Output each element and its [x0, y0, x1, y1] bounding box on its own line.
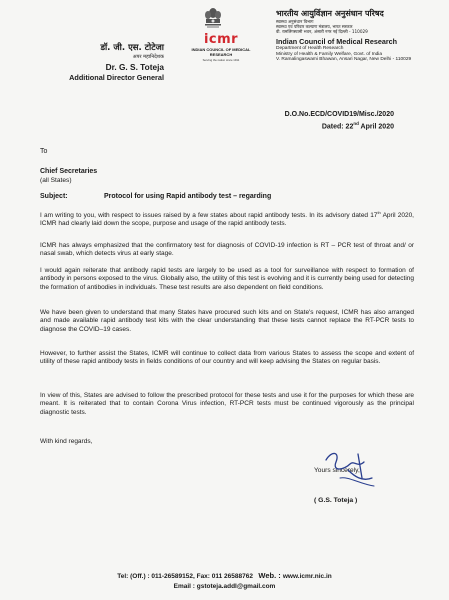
org-line: Department of Health Research [276, 46, 344, 51]
footer-website-link[interactable]: www.icmr.nic.in [282, 573, 332, 580]
sender-designation: Additional Director General [69, 73, 164, 82]
sender-name-hindi: डॉ. जी. एस. टोटेजा [100, 43, 164, 53]
recipient-title: Chief Secretaries [40, 168, 98, 175]
org-hindi-line: स्वास्थ्य अनुसंधान विभाग [276, 19, 314, 24]
logo-subtitle: INDIAN COUNCIL OF MEDICAL RESEARCH [191, 47, 251, 57]
subject-text: Protocol for using Rapid antibody test – regarding [104, 193, 272, 200]
body-paragraph-6: In view of this, States are advised to follow the prescribed protocol for these tests and use it for the purposes for which these are meant. It is reiterated that to contain Corona Virus infection, RT-PCR tests must be continued vigorously as the principal diagnostic tests. [40, 392, 414, 416]
signatory-name: ( G.S. Toteja ) [314, 497, 358, 504]
organization-block [276, 8, 446, 63]
footer-contact-line: Tel: (Off.) : 011-26589152, Fax: 011 26588762 Web. : www.icmr.nic.in [117, 571, 332, 580]
footer-phone-fax: Tel: (Off.) : 011-26589152, Fax: 011 26588762 [117, 573, 253, 580]
reference-number: D.O.No.ECD/COVID19/Misc./2020 [284, 111, 394, 118]
handwritten-signature [318, 448, 388, 494]
org-line: V. Ramalingaswami Bhawan, Ansari Nagar, New Delhi - 110029 [276, 57, 412, 63]
letter-date: Dated: 22nd April 2020 [321, 121, 394, 131]
sender-block [14, 42, 164, 82]
footer-email-link[interactable]: gstoteja.addl@gmail.com [196, 583, 276, 590]
body-paragraph-3: I would again reiterate that antibody rapid tests are largely to be used as a tool for surveillance with respect to formation of antibody in persons exposed to the virus. Globally also, the utility of this test is evolving and it is currently being used for detecting the formation of antibodies in individuals. These test results are also dependent on field conditions. [40, 267, 414, 291]
national-emblem-icon [202, 6, 224, 30]
logo-tagline: Serving the nation since 1911 [202, 58, 240, 62]
recipient-scope: (all States) [40, 177, 72, 184]
sender-name: Dr. G. S. Toteja [105, 62, 164, 72]
org-hindi-line: वी. रामलिंगस्वामी भवन, अंसारी नगर नई दिल्ली - 110029 [276, 29, 368, 34]
reference-block [200, 110, 394, 131]
to-label: To [40, 148, 48, 155]
closing-yours: Yours sincerely, [314, 467, 360, 474]
sender-designation-hindi: अपर महानिदेशक [132, 54, 164, 60]
org-name: Indian Council of Medical Research [276, 37, 398, 46]
org-hindi-line: स्वास्थ्य एवं परिवार कल्याण मंत्रालय, भारत सरकार [276, 24, 353, 29]
org-name-hindi: भारतीय आयुर्विज्ञान अनुसंधान परिषद [276, 9, 384, 18]
body-paragraph-5: However, to further assist the States, ICMR will continue to collect data from various States to assess the scope and extent of utility of these rapid antibody tests in fields conditions of our country and will keep advising the States on regular basis. [40, 350, 414, 366]
subject-label: Subject: [40, 193, 68, 200]
footer-email-line: Email : gstoteja.addl@gmail.com [173, 583, 276, 590]
body-paragraph-4: We have been given to understand that many States have procured such kits and on State's request, ICMR has also arranged and made available rapid antibody test kits with the clear understanding that these tests cannot replace the RT-PCR tests to diagnose the COVID–19 cases. [40, 309, 414, 333]
body-paragraph-2: ICMR has always emphasized that the confirmatory test for diagnosis of COVID-19 infection is RT – PCR test of throat and/ or nasal swab, which detects virus at early stage. [40, 242, 414, 258]
body-paragraph-1: I am writing to you, with respect to issues raised by a few states about rapid antibody tests. In its advisory dated 17th April 2020, ICMR had clearly laid down the scope, purpose and usage of the rapid antibody tests. [40, 210, 414, 228]
icmr-logo: icmr [203, 32, 239, 47]
letter-footer [0, 571, 449, 592]
closing-regards: With kind regards, [40, 438, 93, 445]
org-line: Ministry of Health & Family Welfare, Govt. of India [276, 51, 383, 57]
